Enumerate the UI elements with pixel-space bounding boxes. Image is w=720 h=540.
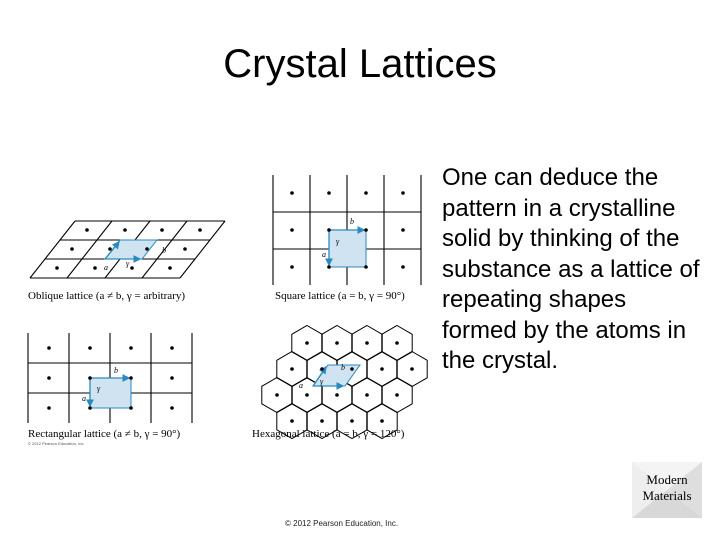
square-unit-cell bbox=[329, 230, 366, 267]
hexagonal-caption bbox=[252, 428, 404, 440]
rectangular-label-a: a bbox=[82, 394, 86, 403]
hexagonal-caption-condition: (a = b, γ = 120°) bbox=[332, 428, 405, 440]
square-caption-condition: (a = b, γ = 90°) bbox=[337, 290, 405, 302]
square-label-b: b bbox=[350, 217, 354, 226]
oblique-caption bbox=[28, 290, 185, 302]
hexagonal-lattice bbox=[262, 326, 427, 439]
square-label-a: a bbox=[322, 250, 326, 259]
hexagonal-label-b: b bbox=[341, 363, 345, 372]
hexagonal-lattice-point bbox=[410, 367, 414, 371]
hexagonal-label-a: a bbox=[299, 381, 303, 390]
square-caption bbox=[275, 290, 405, 302]
oblique-label-a: a bbox=[104, 263, 108, 272]
oblique-caption-condition: (a ≠ b, γ = arbitrary) bbox=[95, 290, 185, 302]
hexagonal-lattice-point bbox=[335, 341, 339, 345]
rectangular-caption-condition: (a ≠ b, γ = 90°) bbox=[113, 428, 181, 440]
rectangular-caption bbox=[28, 428, 180, 440]
hexagonal-lattice-point bbox=[380, 419, 384, 423]
oblique-lattice bbox=[30, 221, 225, 278]
lattice-diagrams bbox=[20, 165, 435, 450]
copyright-notice: © 2012 Pearson Education, Inc. bbox=[285, 519, 399, 528]
hexagonal-lattice-point bbox=[320, 367, 324, 371]
hexagonal-lattice-point bbox=[395, 341, 399, 345]
square-lattice bbox=[273, 175, 421, 285]
lattice-figure bbox=[20, 165, 435, 450]
oblique-caption-label: Oblique lattice bbox=[28, 290, 94, 302]
section-badge-label: Modern Materials bbox=[642, 472, 692, 503]
body-paragraph: One can deduce the pattern in a crystalline solid by thinking of the substance as a lattice of repeating shapes formed by the atoms in the crystal. bbox=[442, 164, 700, 374]
hexagonal-lattice-point bbox=[320, 419, 324, 423]
hexagonal-lattice-point bbox=[305, 341, 309, 345]
hexagonal-lattice-point bbox=[350, 419, 354, 423]
hexagonal-lattice-point bbox=[335, 393, 339, 397]
hexagonal-lattice-point bbox=[290, 367, 294, 371]
hexagonal-lattice-point bbox=[365, 393, 369, 397]
hexagonal-lattice-point bbox=[290, 419, 294, 423]
figure-credit: © 2012 Pearson Education, Inc. bbox=[28, 441, 85, 446]
hexagonal-lattice-point bbox=[380, 367, 384, 371]
hexagonal-label-gamma: γ bbox=[320, 377, 324, 386]
oblique-label-gamma: γ bbox=[126, 259, 130, 268]
square-label-gamma: γ bbox=[336, 237, 340, 246]
hexagonal-lattice-point bbox=[305, 393, 309, 397]
rectangular-unit-cell bbox=[90, 378, 131, 408]
rectangular-lattice bbox=[28, 333, 192, 423]
hexagonal-lattice-point bbox=[275, 393, 279, 397]
square-caption-label: Square lattice bbox=[275, 290, 336, 302]
hexagonal-lattice-point bbox=[365, 341, 369, 345]
hexagonal-lattice-point bbox=[395, 393, 399, 397]
rectangular-caption-label: Rectangular lattice bbox=[28, 428, 111, 440]
rectangular-label-gamma: γ bbox=[97, 384, 101, 393]
slide-title: Crystal Lattices bbox=[223, 42, 497, 86]
hexagonal-caption-label: Hexagonal lattice bbox=[252, 428, 330, 440]
rectangular-label-b: b bbox=[114, 366, 118, 375]
oblique-label-b: b bbox=[162, 246, 166, 255]
hexagonal-lattice-point bbox=[350, 367, 354, 371]
